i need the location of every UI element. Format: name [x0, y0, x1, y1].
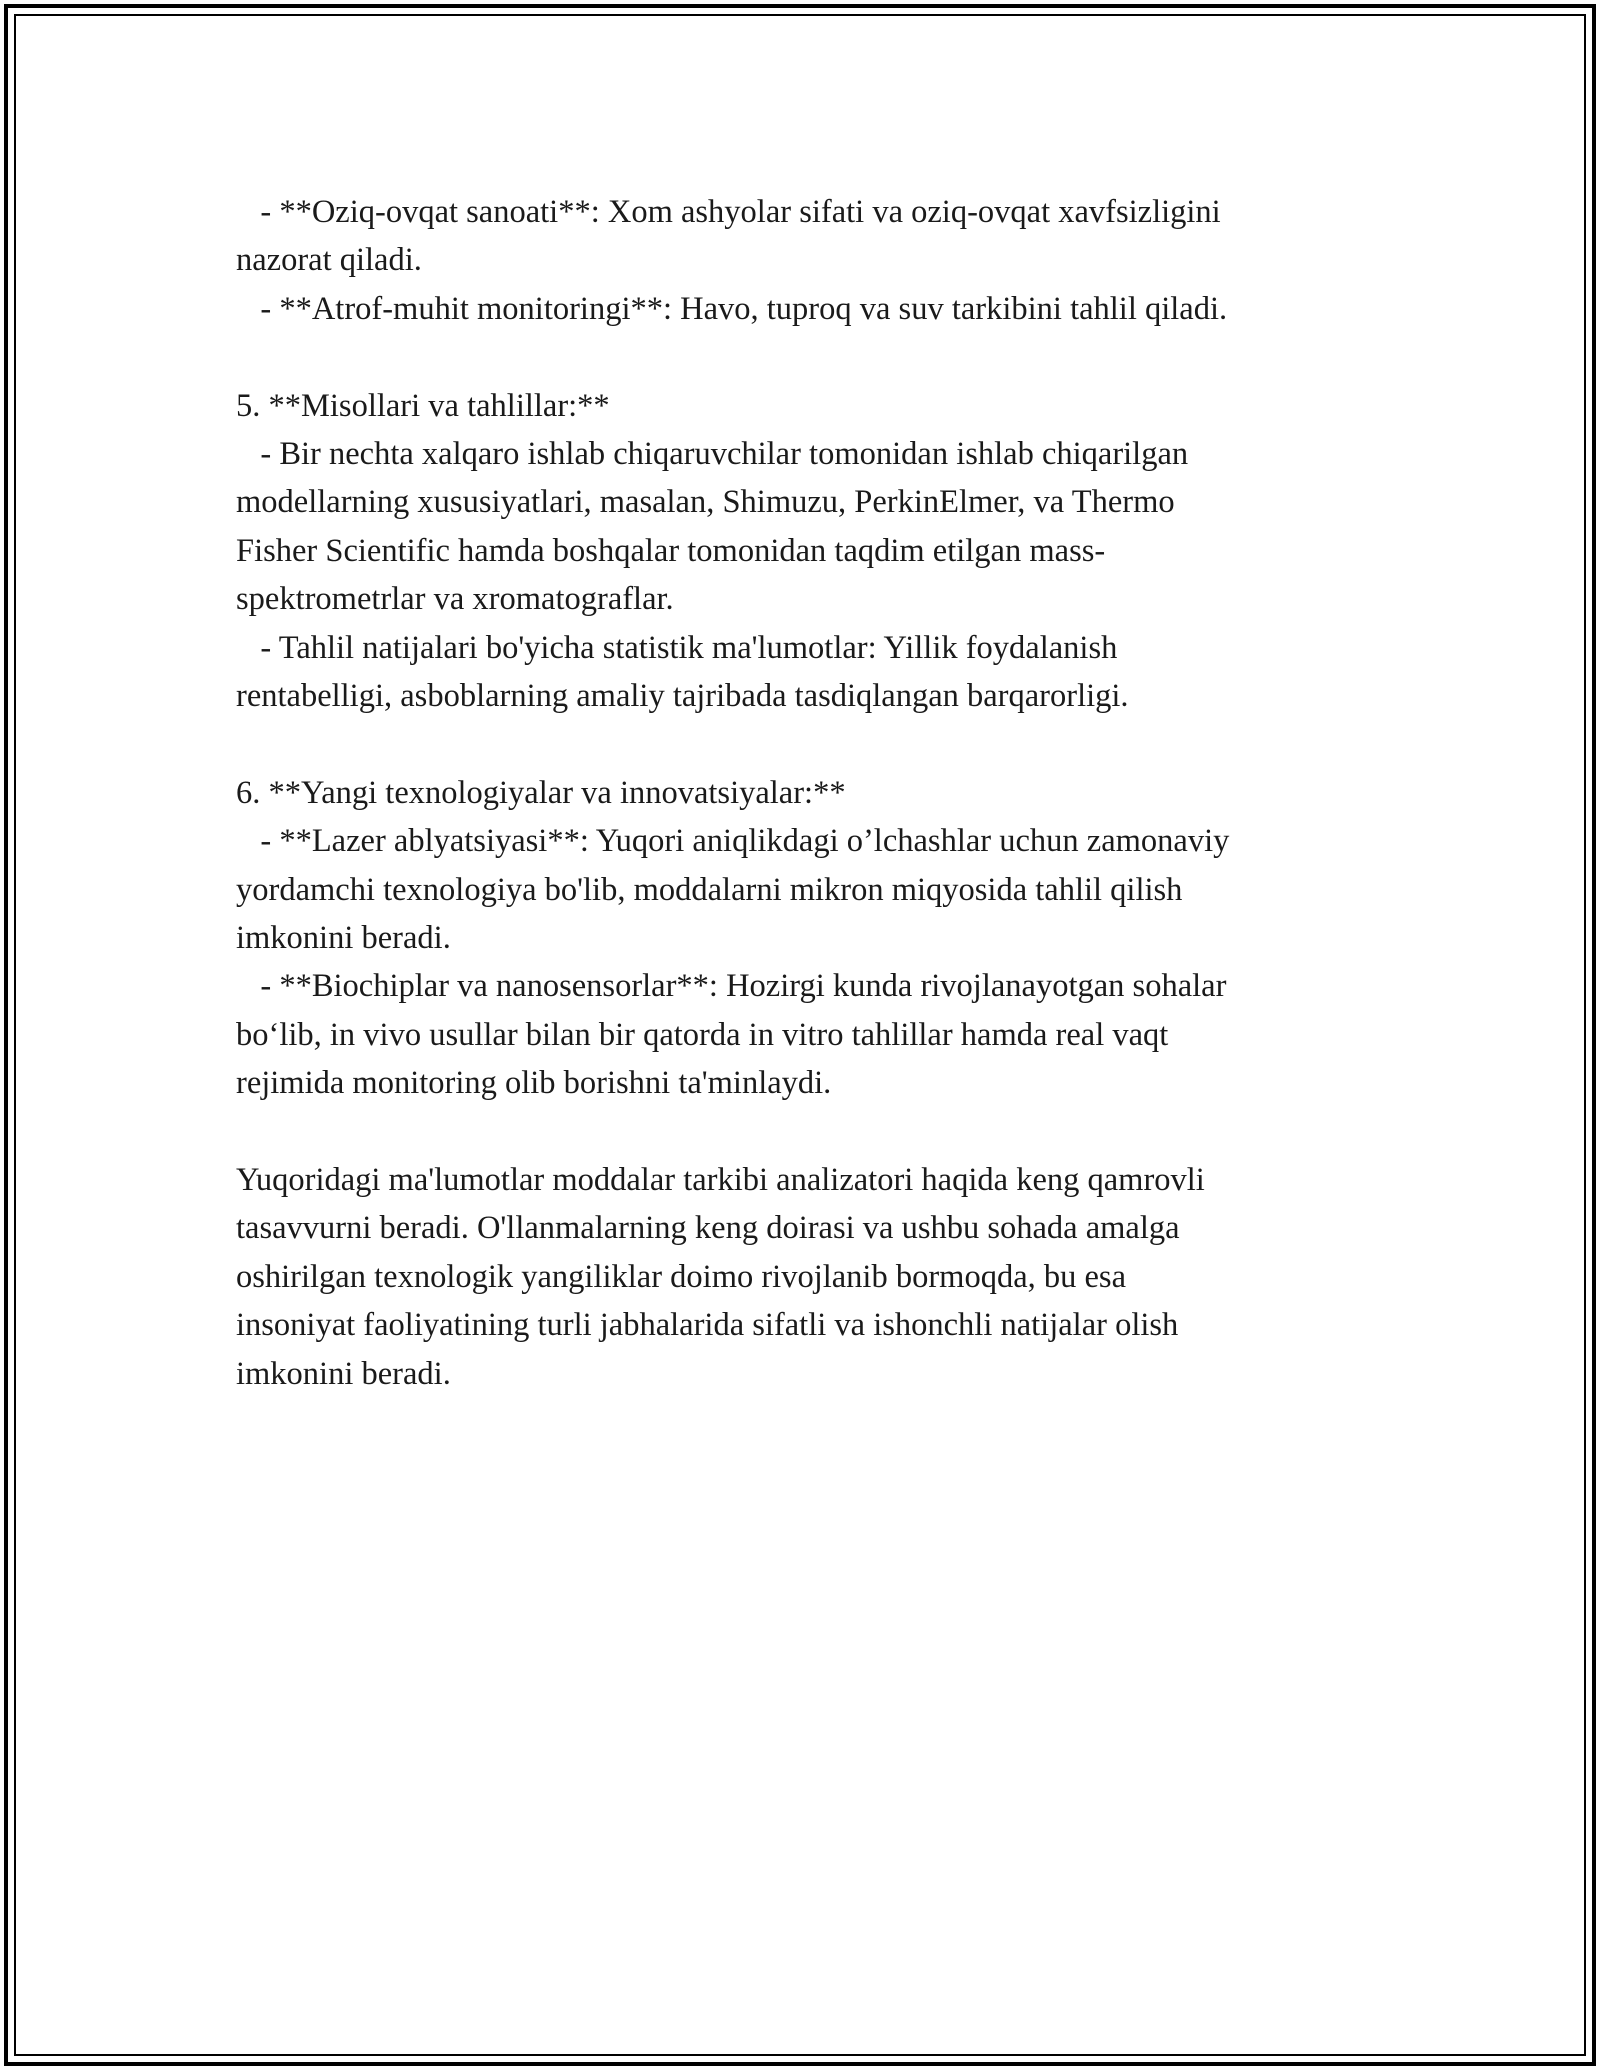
paragraph-gap	[236, 333, 1396, 381]
text-line: - Bir nechta xalqaro ishlab chiqaruvchilar tomonidan ishlab chiqarilgan	[236, 436, 1189, 473]
text-line: bo‘lib, in vivo usullar bilan bir qatorda in vitro tahlillar hamda real vaqt	[236, 1016, 1169, 1053]
text-line: - **Atrof-muhit monitoringi**: Havo, tuproq va suv tarkibini tahlil qiladi.	[236, 290, 1228, 327]
text-line: - **Biochiplar va nanosensorlar**: Hozirgi kunda rivojlanayotgan sohalar	[236, 968, 1227, 1005]
conclusion-line: tasavvurni beradi. O'llanmalarning keng doirasi va ushbu sohada amalga	[236, 1210, 1180, 1247]
text-line: - **Oziq-ovqat sanoati**: Xom ashyolar sifati va oziq-ovqat xavfsizligini	[236, 194, 1221, 230]
text-line: rentabelligi, asboblarning amaliy tajribada tasdiqlangan barqarorligi.	[236, 678, 1129, 715]
section-heading-5: 5. **Misollari va tahlillar:**	[236, 387, 610, 424]
text-line: - Tahlil natijalari bo'yicha statistik ma'lumotlar: Yillik foydalanish	[236, 629, 1118, 666]
section-heading-6: 6. **Yangi texnologiyalar va innovatsiyalar:**	[236, 774, 846, 811]
text-line: spektrometrlar va xromatograflar.	[236, 581, 674, 618]
conclusion-line: insoniyat faoliyatining turli jabhalarida sifatli va ishonchli natijalar olish	[236, 1307, 1179, 1344]
conclusion-line: Yuqoridagi ma'lumotlar moddalar tarkibi analizatori haqida keng qamrovli	[236, 1162, 1205, 1199]
text-line: modellarning xususiyatlari, masalan, Shimuzu, PerkinElmer, va Thermo	[236, 484, 1175, 521]
text-line: nazorat qiladi.	[236, 242, 422, 279]
conclusion-line: imkonini beradi.	[236, 1355, 451, 1392]
text-line: yordamchi texnologiya bo'lib, moddalarni mikron miqyosida tahlil qilish	[236, 871, 1183, 908]
text-line: - **Lazer ablyatsiyasi**: Yuqori aniqlikdagi o’lchashlar uchun zamonaviy	[236, 823, 1230, 860]
text-line: imkonini beradi.	[236, 920, 451, 957]
paragraph-gap	[236, 1108, 1396, 1156]
paragraph-gap	[236, 720, 1396, 768]
text-line: rejimida monitoring olib borishni ta'minlaydi.	[236, 1065, 832, 1102]
text-line: Fisher Scientific hamda boshqalar tomonidan taqdim etilgan mass-	[236, 532, 1106, 569]
document-body	[236, 188, 1396, 1398]
conclusion-line: oshirilgan texnologik yangiliklar doimo rivojlanib bormoqda, bu esa	[236, 1258, 1126, 1295]
